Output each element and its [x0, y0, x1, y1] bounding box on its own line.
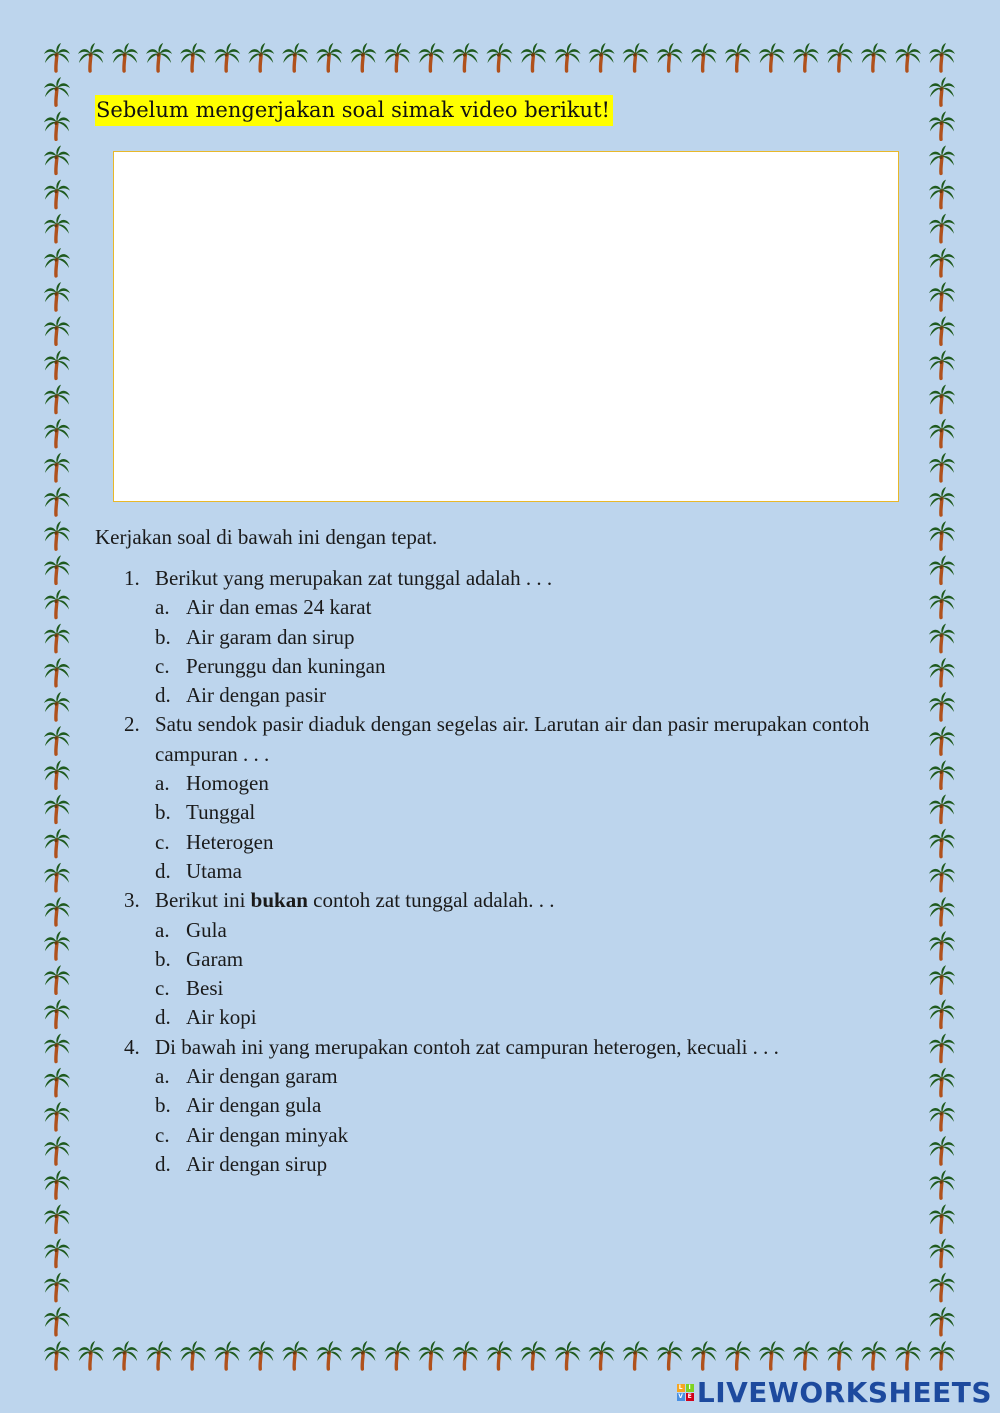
option-letter: c. — [155, 653, 170, 678]
palm-tree-icon — [929, 726, 955, 754]
palm-tree-icon — [929, 1102, 955, 1130]
video-instruction-heading: Sebelum mengerjakan soal simak video berikut! — [95, 95, 613, 126]
palm-tree-icon — [384, 1341, 410, 1369]
palm-tree-icon — [521, 43, 547, 71]
palm-tree-icon — [44, 453, 70, 481]
palm-tree-icon — [929, 1136, 955, 1164]
palm-tree-icon — [44, 1102, 70, 1130]
option-letter: a. — [155, 771, 170, 796]
palm-tree-icon — [44, 624, 70, 652]
palm-tree-icon — [44, 1204, 70, 1232]
palm-tree-icon — [44, 1170, 70, 1198]
palm-tree-icon — [929, 1068, 955, 1096]
question-text-start: Berikut ini — [155, 888, 251, 913]
option-text: Air dengan minyak — [186, 1122, 349, 1147]
logo-tile: V — [678, 1393, 684, 1400]
palm-tree-icon — [929, 487, 955, 515]
palm-tree-icon — [827, 1341, 853, 1369]
palm-tree-icon — [418, 43, 444, 71]
option-item[interactable] — [155, 974, 908, 1003]
palm-tree-icon — [180, 1341, 206, 1369]
logo-tile: L — [678, 1384, 684, 1391]
palm-tree-icon — [759, 43, 785, 71]
palm-tree-icon — [623, 1341, 649, 1369]
palm-tree-icon — [44, 999, 70, 1027]
option-item[interactable] — [155, 1150, 908, 1179]
option-item[interactable] — [155, 798, 908, 827]
option-item[interactable] — [155, 769, 908, 798]
palm-tree-icon — [316, 43, 342, 71]
palm-tree-icon — [452, 43, 478, 71]
palm-tree-icon — [44, 1307, 70, 1335]
palm-tree-icon — [725, 1341, 751, 1369]
palm-tree-icon — [793, 43, 819, 71]
option-item[interactable] — [155, 857, 908, 886]
palm-tree-icon — [827, 43, 853, 71]
option-item[interactable] — [155, 593, 908, 622]
palm-tree-icon — [78, 43, 104, 71]
logo-tile: E — [687, 1393, 693, 1400]
question-item — [118, 710, 908, 886]
question-number: 2. — [124, 712, 140, 737]
option-text: Air dengan gula — [186, 1093, 322, 1118]
option-item[interactable] — [155, 1091, 908, 1120]
palm-tree-icon — [418, 1341, 444, 1369]
option-text: Air kopi — [186, 1005, 257, 1030]
video-embed-frame[interactable] — [113, 151, 899, 502]
palm-tree-icon — [44, 965, 70, 993]
palm-tree-icon — [487, 1341, 513, 1369]
palm-tree-icon — [44, 1239, 70, 1267]
option-item[interactable] — [155, 945, 908, 974]
palm-tree-icon — [44, 590, 70, 618]
palm-tree-icon — [555, 1341, 581, 1369]
palm-tree-icon — [44, 145, 70, 173]
palm-tree-icon — [44, 350, 70, 378]
palm-tree-icon — [929, 1307, 955, 1335]
palm-tree-icon — [623, 43, 649, 71]
palm-tree-icon — [929, 1034, 955, 1062]
option-text: Homogen — [186, 771, 269, 796]
palm-tree-icon — [691, 43, 717, 71]
palm-tree-icon — [895, 1341, 921, 1369]
option-letter: b. — [155, 624, 171, 649]
option-letter: a. — [155, 1064, 170, 1089]
palm-tree-icon — [929, 111, 955, 139]
palm-tree-icon — [929, 760, 955, 788]
palm-tree-icon — [929, 282, 955, 310]
palm-tree-icon — [929, 931, 955, 959]
palm-tree-icon — [44, 111, 70, 139]
palm-tree-icon — [657, 43, 683, 71]
palm-tree-icon — [452, 1341, 478, 1369]
option-letter: c. — [155, 1122, 170, 1147]
palm-tree-icon — [929, 794, 955, 822]
palm-tree-icon — [44, 419, 70, 447]
palm-tree-icon — [725, 43, 751, 71]
palm-tree-icon — [44, 897, 70, 925]
option-list — [155, 916, 908, 1033]
quiz-instructions: Kerjakan soal di bawah ini dengan tepat. — [95, 525, 438, 549]
option-text: Perunggu dan kuningan — [186, 653, 386, 678]
palm-tree-icon — [929, 1204, 955, 1232]
question-number: 3. — [124, 888, 140, 913]
palm-tree-icon — [589, 1341, 615, 1369]
option-text: Gula — [186, 917, 227, 942]
option-letter: d. — [155, 1005, 171, 1030]
option-text: Utama — [186, 858, 242, 883]
palm-tree-icon — [929, 590, 955, 618]
option-text: Air dengan garam — [186, 1064, 338, 1089]
palm-tree-icon — [282, 1341, 308, 1369]
palm-tree-icon — [929, 1273, 955, 1301]
palm-tree-icon — [487, 43, 513, 71]
palm-tree-icon — [929, 1170, 955, 1198]
palm-tree-icon — [929, 248, 955, 276]
palm-tree-icon — [44, 1034, 70, 1062]
question-list — [118, 564, 908, 1179]
palm-tree-icon — [248, 43, 274, 71]
option-letter: d. — [155, 683, 171, 708]
palm-tree-icon — [44, 555, 70, 583]
palm-tree-icon — [214, 43, 240, 71]
question-number: 4. — [124, 1034, 140, 1059]
palm-tree-icon — [929, 521, 955, 549]
option-text: Air dengan pasir — [186, 683, 326, 708]
palm-tree-icon — [929, 43, 955, 71]
palm-tree-icon — [44, 1068, 70, 1096]
option-letter: b. — [155, 800, 171, 825]
option-text: Besi — [186, 976, 224, 1001]
palm-tree-icon — [929, 897, 955, 925]
palm-tree-icon — [691, 1341, 717, 1369]
palm-tree-icon — [44, 1136, 70, 1164]
palm-tree-icon — [44, 794, 70, 822]
question-text: Di bawah ini yang merupakan contoh zat campuran heterogen, kecuali . . . — [155, 1034, 779, 1059]
palm-tree-icon — [44, 863, 70, 891]
palm-tree-icon — [929, 999, 955, 1027]
option-text: Air dan emas 24 karat — [186, 595, 372, 620]
palm-tree-icon — [350, 43, 376, 71]
palm-tree-icon — [929, 145, 955, 173]
palm-tree-icon — [44, 1273, 70, 1301]
option-letter: a. — [155, 595, 170, 620]
palm-tree-icon — [895, 43, 921, 71]
palm-tree-icon — [44, 1341, 70, 1369]
question-text — [155, 886, 908, 915]
palm-tree-icon — [929, 863, 955, 891]
palm-tree-icon — [555, 43, 581, 71]
option-item[interactable] — [155, 652, 908, 681]
option-item[interactable] — [155, 623, 908, 652]
option-text: Garam — [186, 946, 244, 971]
option-list — [155, 593, 908, 710]
palm-tree-icon — [146, 43, 172, 71]
option-letter: b. — [155, 1093, 171, 1118]
palm-tree-icon — [929, 965, 955, 993]
option-letter: a. — [155, 917, 170, 942]
liveworksheets-logo-icon — [677, 1384, 694, 1401]
option-letter: b. — [155, 946, 171, 971]
option-item[interactable] — [155, 1003, 908, 1032]
option-item[interactable] — [155, 828, 908, 857]
palm-tree-icon — [589, 43, 615, 71]
palm-tree-icon — [929, 180, 955, 208]
palm-tree-icon — [248, 1341, 274, 1369]
question-number: 1. — [124, 566, 140, 590]
question-text: Berikut yang merupakan zat tunggal adalah . . . — [155, 566, 553, 590]
option-item[interactable] — [155, 681, 908, 710]
palm-tree-icon — [929, 658, 955, 686]
palm-tree-icon — [44, 487, 70, 515]
palm-tree-icon — [44, 521, 70, 549]
option-text: Air garam dan sirup — [186, 624, 355, 649]
palm-tree-icon — [44, 385, 70, 413]
option-text: Heterogen — [186, 829, 274, 854]
palm-tree-icon — [44, 248, 70, 276]
palm-tree-icon — [44, 316, 70, 344]
palm-tree-icon — [44, 658, 70, 686]
palm-tree-icon — [44, 931, 70, 959]
option-list — [155, 769, 908, 886]
logo-tile: I — [686, 1384, 694, 1392]
palm-tree-icon — [929, 214, 955, 242]
palm-tree-icon — [929, 692, 955, 720]
palm-tree-icon — [44, 692, 70, 720]
brand-name: LIVEWORKSHEETS — [696, 1376, 992, 1409]
palm-tree-icon — [929, 77, 955, 105]
option-item[interactable] — [155, 916, 908, 945]
option-letter: d. — [155, 858, 171, 883]
palm-tree-icon — [78, 1341, 104, 1369]
palm-tree-icon — [861, 1341, 887, 1369]
palm-tree-icon — [350, 1341, 376, 1369]
palm-tree-icon — [112, 43, 138, 71]
option-letter: d. — [155, 1151, 171, 1176]
palm-tree-icon — [44, 43, 70, 71]
palm-tree-icon — [214, 1341, 240, 1369]
palm-tree-icon — [316, 1341, 342, 1369]
palm-tree-icon — [929, 624, 955, 652]
palm-tree-icon — [180, 43, 206, 71]
palm-tree-icon — [929, 453, 955, 481]
palm-tree-icon — [521, 1341, 547, 1369]
question-text-end: contoh zat tunggal adalah. . . — [307, 888, 555, 913]
palm-tree-icon — [112, 1341, 138, 1369]
option-item[interactable] — [155, 1121, 908, 1150]
option-text: Air dengan sirup — [186, 1151, 328, 1176]
palm-tree-icon — [146, 1341, 172, 1369]
palm-tree-icon — [759, 1341, 785, 1369]
question-item — [118, 564, 908, 710]
palm-tree-icon — [384, 43, 410, 71]
palm-tree-icon — [929, 385, 955, 413]
option-letter: c. — [155, 829, 170, 854]
palm-tree-icon — [44, 760, 70, 788]
palm-tree-icon — [44, 282, 70, 310]
liveworksheets-watermark[interactable] — [677, 1376, 992, 1409]
palm-tree-icon — [929, 350, 955, 378]
palm-tree-icon — [861, 43, 887, 71]
option-list — [155, 1062, 908, 1179]
palm-tree-icon — [44, 829, 70, 857]
palm-tree-icon — [44, 180, 70, 208]
question-item — [118, 886, 908, 1032]
question-emphasis: bukan — [250, 888, 308, 913]
question-text: Satu sendok pasir diaduk dengan segelas air. Larutan air dan pasir merupakan contoh campuran . . . — [155, 712, 870, 766]
palm-tree-icon — [44, 77, 70, 105]
palm-tree-icon — [929, 829, 955, 857]
option-text: Tunggal — [186, 800, 256, 825]
palm-tree-icon — [44, 726, 70, 754]
palm-tree-icon — [929, 419, 955, 447]
palm-tree-icon — [929, 1239, 955, 1267]
palm-tree-icon — [657, 1341, 683, 1369]
option-item[interactable] — [155, 1062, 908, 1091]
palm-tree-icon — [44, 214, 70, 242]
question-item — [118, 1033, 908, 1179]
palm-tree-icon — [929, 555, 955, 583]
palm-tree-icon — [929, 1341, 955, 1369]
palm-tree-icon — [929, 316, 955, 344]
option-letter: c. — [155, 976, 170, 1001]
palm-tree-icon — [793, 1341, 819, 1369]
palm-tree-icon — [282, 43, 308, 71]
